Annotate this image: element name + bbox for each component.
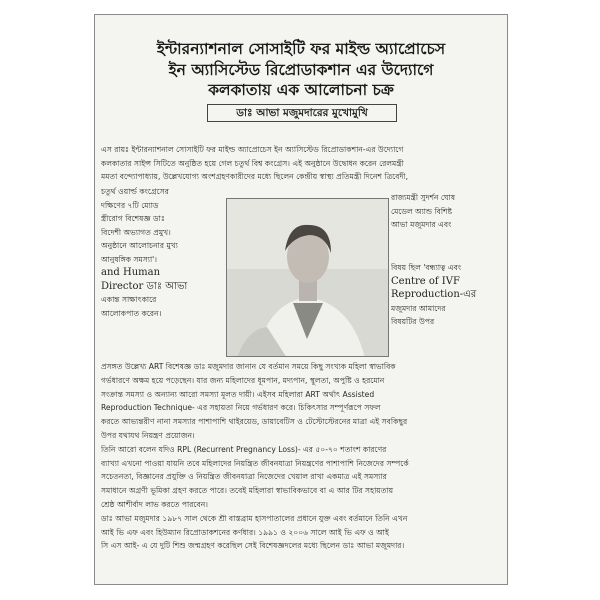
right-column-top [391, 191, 505, 232]
text-line: মজুমদার আমাদের [391, 303, 446, 313]
intro-paragraph [101, 143, 503, 184]
text-line: সংক্রান্ত সমস্যা ও অন্যান্য আরো সমস্যা মূলত দায়ী। এইসব মহিলারা ART অর্থাৎ Assisted [101, 389, 375, 399]
text-line: করতে আভ্যন্তরীণ নানা সমস্যার পাশাপাশি থাইরয়েড, ডায়াবেটিস ও টেস্টোস্টেরনের মাত্রা এই সবকিছুর [101, 417, 408, 427]
text-line: আই ভি এফ এবং হিউম্যান রিপ্রোডাকশনের কর্ণধার। ১৯৯১ ও ২০০৬ সালে আই ভি এফ ও আই [101, 527, 389, 537]
text-line: শ্রেষ্ঠ আশীর্বাদ লাভ করতে পারবেন। [101, 499, 208, 509]
portrait-photo [226, 198, 389, 357]
text-line: Centre of IVF [391, 275, 460, 287]
text-line: ব্যাখ্যা এখনো পাওয়া যায়নি তবে মহিলাদের নিয়ন্ত্রিত জীবনযাত্রা নিয়ন্ত্রণের পাশাপাশি নিজেদের সম্পর্কে [101, 458, 409, 468]
right-column-bottom [391, 261, 505, 329]
portrait-illustration [227, 199, 389, 357]
text-line: and Human [101, 267, 161, 278]
text-line: গর্ভধারণে অক্ষম হয়ে পড়েছেন। যার জন্য মহিলাদের ধূমপান, মদ্যপান, স্থূলতা, অপুষ্টি ও হরমোন [101, 375, 385, 385]
newspaper-clipping [94, 14, 508, 585]
text-line: অনুষ্ঠানে আলোচনার মুখ্য [101, 241, 178, 250]
text-line: বিষয় ছিল 'বন্ধ্যাত্ব এবং [391, 263, 462, 272]
text-line: একান্ত সাক্ষাৎকারে [101, 295, 157, 304]
text-line: ডাঃ আভা মজুমদার ১৯৮৭ সাল থেকে শ্রী বাস্তব্রাম হাসপাতালের প্রধানে যুক্ত এবং বর্তমানে তিনি এখন [101, 513, 408, 523]
text-line: কলকাতার সাইন্স সিটিতে অনুষ্ঠিত হয়ে গেল চতুর্থ বিশ্ব কংগ্রেস। এই অনুষ্ঠানে উদ্বোধন করেন রেলমন্ত্রী [101, 158, 404, 168]
left-column [101, 185, 223, 320]
text-line: Director ডাঃ আভা [101, 280, 188, 292]
text-line: Reproduction Technique- এর সহায়তা নিয়ে গর্ভধারণ করে। চিকিৎসার সম্পূর্ণরূপে সফল [101, 403, 381, 413]
text-line: এস রায়ঃ ইন্টারন্যাশনাল সোসাইটি ফর মাইল্ড অ্যাপ্রোচেস ইন অ্যাসিস্টেড রিপ্রোডাকশান-এর উদ্যোগে [101, 145, 404, 154]
text-line: সমাধানে অগ্রণী ভূমিকা গ্রহণ করতে পারে। তবেই মহিলারা স্বাভাবিকভাবে বা এ আর টির সহায়তায় [101, 486, 394, 496]
text-line: মমতা বন্দ্যোপাধ্যায়, উল্লেখযোগ্য অংশগ্রহণকারীদের মধ্যে ছিলেন কেন্দ্রীয় স্বাস্থ্য প্রতিমন্ত্রী দিনেশ ত্রিবেদী, [101, 172, 409, 181]
text-line: স্ত্রীরোগ বিশেষজ্ঞ ডাঃ [101, 214, 165, 223]
text-line: মেডেল অ্যান্ড বিশিষ্ট [391, 206, 453, 216]
byline-box: ডাঃ আভা মজুমদারের মুখোমুখি [207, 104, 397, 122]
text-line: সচেতনতা, বিজ্ঞানের প্রযুক্তি ও নিয়ন্ত্রিত জীবনযাত্রা নিজেদের খেয়াল রাখা একমাত্র এই সমস্যার [101, 472, 387, 482]
text-line: প্রসঙ্গত উল্লেখ্য ART বিশেষজ্ঞ ডাঃ মজুমদার জানান যে বর্তমান সময়ে কিছু সংখ্যক মহিলা স্বাভাবিক [101, 362, 396, 371]
text-line: Reproduction-এর [391, 289, 477, 300]
text-line: চতুর্থ ওয়ার্ল্ড কংগ্রেসের [101, 187, 169, 196]
text-line: তিনি আরো বলেন যদিও RPL (Recurrent Pregnancy Loss)- এর ৫০-৭০ শতাংশ কারণের [101, 444, 387, 454]
text-line: আভা মজুমদার এবং [391, 220, 452, 229]
text-line: রাজ্যমন্ত্রী সুদর্শন ঘোষ [391, 193, 456, 202]
headline-line-2: ইন অ্যাসিস্টেড রিপ্রোডাকশান এর উদ্যোগে [168, 61, 434, 79]
text-line: দক্ষিণের ৭টি ম্যোড [101, 200, 159, 210]
text-line: আনুষঙ্গিক সমস্যা'। [101, 254, 157, 264]
text-line: বিদেশী অভ্যাগত প্রমুখ। [101, 227, 171, 237]
text-line: বিষয়টির উপর [391, 317, 435, 326]
text-line: আলোকপাত করেন। [101, 308, 162, 318]
headline-line-1: ইন্টারন্যাশনাল সোসাইটি ফর মাইল্ড অ্যাপ্রোচেস [156, 40, 446, 58]
headline-line-3: কলকাতায় এক আলোচনা চক্র [208, 81, 394, 99]
text-line: উপর যথাযথ নিয়ন্ত্রণ প্রয়োজন। [101, 430, 195, 440]
body-paragraphs [101, 360, 503, 553]
text-line: সি এস আই- এ যে দুটি শিশু জন্মগ্রহণ করেছিল সেই বিশেষজ্ঞদলের মধ্যে ছিলেন ডাঃ আভা মজুমদার। [101, 541, 405, 551]
